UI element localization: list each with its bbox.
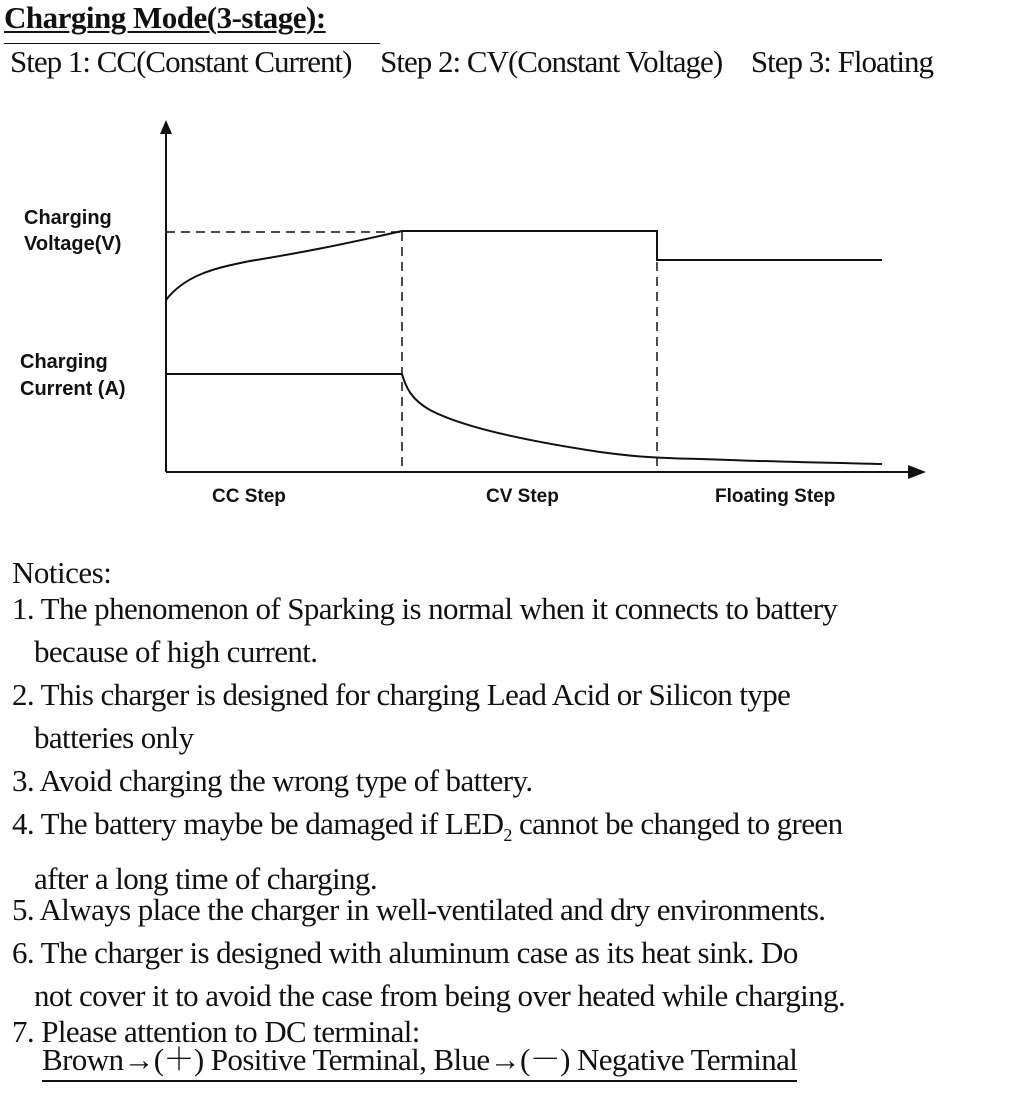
notice-4-subscript: 2: [503, 825, 512, 846]
notice-4-line2: after a long time of charging.: [34, 861, 377, 897]
voltage-label-line1: Charging: [24, 207, 112, 229]
notices-heading: Notices:: [12, 555, 112, 590]
notice-6-line1: 6. The charger is designed with aluminum case as its heat sink. Do: [12, 935, 798, 970]
current-label-line1: Charging: [20, 351, 108, 373]
notice-1-line2: because of high current.: [34, 634, 318, 669]
notice-6-line2: not cover it to avoid the case from being over heated while charging.: [34, 978, 846, 1013]
step-2-label: Step 2: CV(Constant Voltage): [380, 44, 723, 79]
notice-1-line1: 1. The phenomenon of Sparking is normal when it connects to battery: [12, 591, 838, 626]
step-3-label: Step 3: Floating: [750, 44, 933, 79]
notice-6: [12, 931, 845, 1017]
charging-diagram: [0, 110, 1024, 530]
notice-5-line1: 5. Always place the charger in well-ventilated and dry environments.: [12, 892, 826, 927]
notice-7-line1: 7. Please attention to DC terminal:: [12, 1014, 420, 1049]
notice-3: [12, 759, 533, 802]
cc-step-label: CC Step: [212, 486, 286, 507]
voltage-curve: [166, 231, 882, 300]
notice-5: [12, 888, 825, 931]
x-axis-arrow: [908, 465, 926, 479]
notice-4: [12, 802, 842, 900]
notice-2-line2: batteries only: [34, 720, 194, 755]
y-axis-arrow: [160, 120, 172, 134]
page-title: Charging Mode(3-stage):: [4, 0, 326, 35]
notice-4-line1-post: cannot be changed to green: [511, 806, 843, 841]
voltage-label-line2: Voltage(V): [24, 233, 122, 255]
floating-step-label: Floating Step: [715, 486, 836, 507]
current-label-line2: Current (A): [20, 378, 126, 400]
current-curve: [166, 374, 882, 464]
notice-1: [12, 587, 837, 673]
terminal-note: Brown→(＋) Positive Terminal, Blue→(－) Negative Terminal: [42, 1040, 797, 1082]
notice-2: [12, 673, 790, 759]
cv-step-label: CV Step: [486, 486, 559, 507]
notice-2-line1: 2. This charger is designed for charging Lead Acid or Silicon type: [12, 677, 791, 712]
step-1-label: Step 1: CC(Constant Current): [10, 44, 352, 79]
steps-line: [10, 44, 955, 80]
notice-3-line1: 3. Avoid charging the wrong type of battery.: [12, 763, 533, 798]
notice-4-line1-pre: 4. The battery maybe be damaged if LED: [12, 806, 504, 841]
